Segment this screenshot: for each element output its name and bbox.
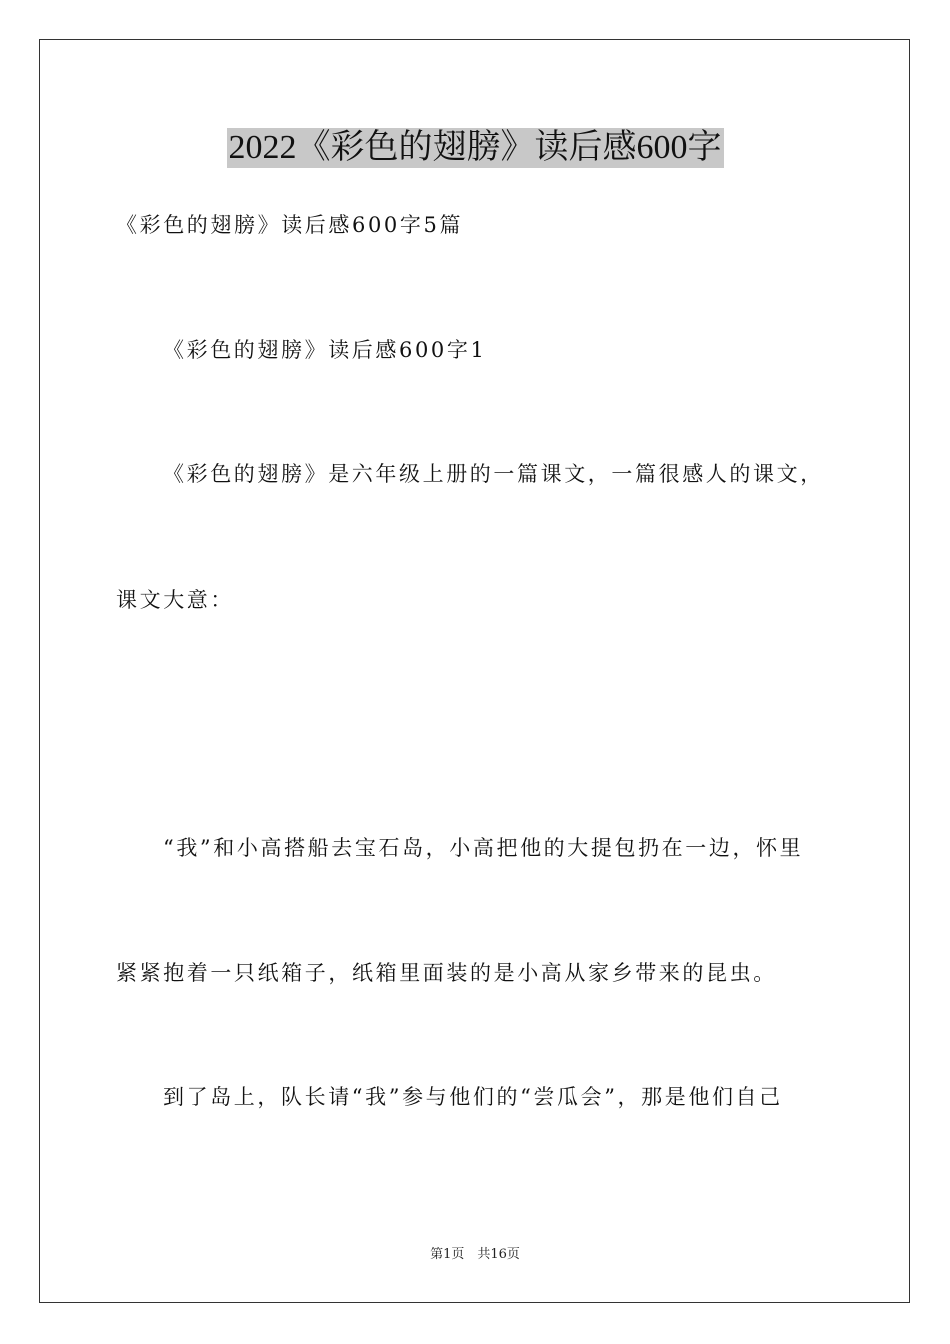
- paragraph-line-1: 《彩色的翅膀》读后感600字5篇: [116, 213, 464, 237]
- paragraph-line-5: “我”和小高搭船去宝石岛，小高把他的大提包扔在一边，怀里: [163, 836, 804, 860]
- paragraph-line-4: 课文大意：: [116, 588, 234, 612]
- page-footer: 第1页 共16页: [430, 1247, 520, 1262]
- document-title: 2022《彩色的翅膀》读后感600字: [228, 129, 722, 166]
- title-container: [0, 128, 950, 168]
- paragraph-line-7: 到了岛上，队长请“我”参与他们的“尝瓜会”，那是他们自己: [163, 1085, 783, 1109]
- paragraph-line-6: 紧紧抱着一只纸箱子，纸箱里面装的是小高从家乡带来的昆虫。: [116, 961, 777, 985]
- paragraph-line-2: 《彩色的翅膀》读后感600字1: [163, 338, 487, 362]
- paragraph-line-3: 《彩色的翅膀》是六年级上册的一篇课文，一篇很感人的课文，: [163, 462, 824, 486]
